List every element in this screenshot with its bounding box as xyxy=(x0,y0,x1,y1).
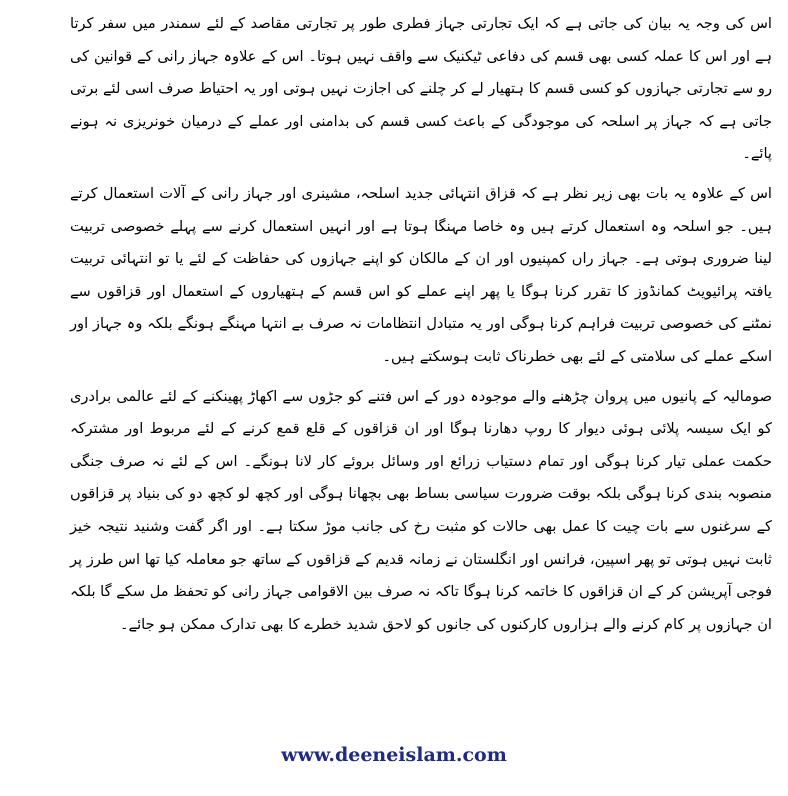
paragraph-2: اس کے علاوہ یہ بات بھی زیر نظر ہے کہ قزاق انتہائی جدید اسلحہ، مشینری اور جہاز رانی کے آلات استعمال کرتے ہیں۔ جو اسلحہ وہ استعمال کرتے ہیں وہ خاصا مہنگا ہوتا ہے اور انہیں استعمال کرنے سے پہلے خصوصی تربیت لینا ضروری ہوتی ہے۔ جہاز راں کمپنیوں اور ان کے مالکان کو اپنے جہازوں کی حفاظت کے لئے یا تو انتہائی تربیت یافتہ پرائیویٹ کمانڈوز کا تقرر کرنا ہوگا یا پھر اپنے عملے کو اس قسم کے ہتھیاروں کے استعمال اور قزاقوں سے نمٹنے کی خصوصی تربیت فراہم کرنا ہوگی اور یہ متبادل انتظامات نہ صرف بے انتہا مہنگے ہونگے بلکہ وہ جہاز اور اسکے عملے کی سلامتی کے لئے بھی خطرناک ثابت ہوسکتے ہیں۔ xyxy=(70,184,772,365)
paragraph-1: اس کی وجہ یہ بیان کی جاتی ہے کہ ایک تجارتی جہاز فطری طور پر تجارتی مقاصد کے لئے سمندر میں سفر کرتا ہے اور اس کا عملہ کسی بھی قسم کی دفاعی ٹیکنیک سے واقف نہیں ہوتا۔ اس کے علاوہ جہاز رانی کے قوانین کی رو سے تجارتی جہازوں کو کسی قسم کا ہتھیار لے کر چلنے کی اجازت نہیں ہوتی اور یہ احتیاط صرف اسی لئے برتی جاتی ہے کہ جہاز پر اسلحہ کی موجودگی کے باعث کسی قسم کی بدامنی اور عملے کے درمیان خونریزی نہ ہونے پائے۔ xyxy=(70,15,772,163)
website-link[interactable]: www.deeneislam.com xyxy=(281,744,507,766)
article-body xyxy=(70,8,772,641)
paragraph-3: صومالیہ کے پانیوں میں پروان چڑھنے والے موجودہ دور کے اس فتنے کو جڑوں سے اکھاڑ پھینکنے کے لئے عالمی برادری کو ایک سیسہ پلائی ہوئی دیوار کا روپ دھارنا ہوگا اور ان قزاقوں کے قلع قمع کرنے کے لئے مربوط اور مشترکہ حکمت عملی تیار کرنا ہوگی اور تمام دستیاب زرائع اور وسائل بروئے کار لانا ہونگے۔ اس کے لئے نہ صرف جنگی منصوبہ بندی کرنا ہوگی بلکہ بوقت ضرورت سیاسی بساط بھی بچھانا ہوگی اور کچھ لو کچھ دو کی بنیاد پر قزاقوں کے سرغنوں سے بات چیت کا عمل بھی حالات کو مثبت رخ کی جانب موڑ سکتا ہے۔ اور اگر گفت وشنید نتیجہ خیز ثابت نہیں ہوتی تو پھر اسپین، فرانس اور انگلستان نے زمانہ قدیم کے قزاقوں کے ساتھ جو معاملہ کیا تھا اس طرز پر فوجی آپریشن کر کے ان قزاقوں کا خاتمہ کرنا ہوگا تاکہ نہ صرف بین الاقوامی جہاز رانی کو تحفظ مل سکے گا بلکہ ان جہازوں پر کام کرنے والے ہزاروں کارکنوں کی جانوں کو لاحق شدید خطرے کا بھی تدارک ممکن ہو جائے۔ xyxy=(70,387,772,633)
